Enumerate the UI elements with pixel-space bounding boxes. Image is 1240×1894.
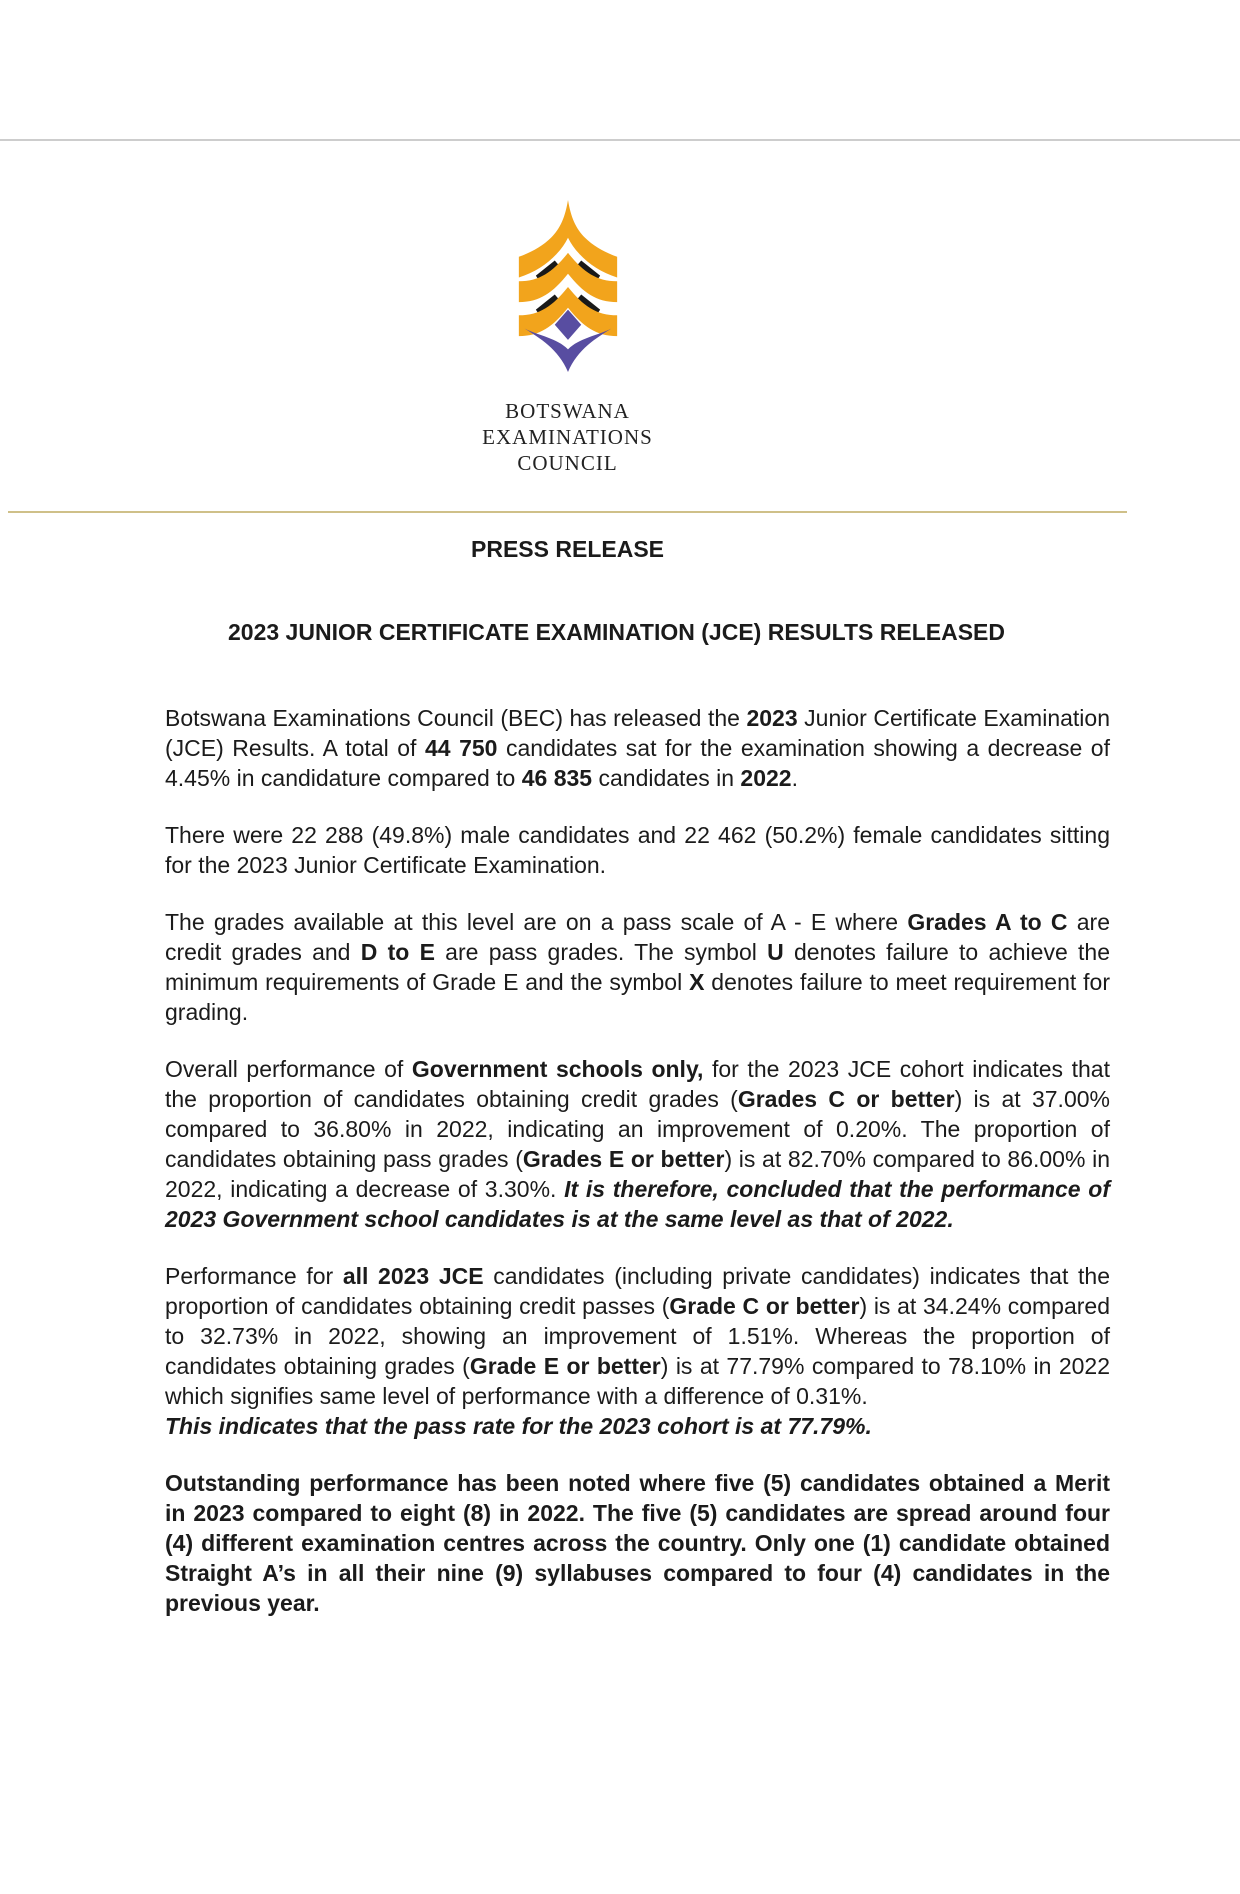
text-run: X [689,969,705,995]
text-run: 2022 [740,765,792,791]
text-run: candidates sat for the examination showing a decrease of 4.45% in candidature compared to [165,735,1110,791]
text-run: candidates (including private candidates) indicates that the proportion of candidates obtaining credit passes ( [165,1263,1111,1319]
masthead [8,141,1127,476]
text-run: U [767,939,784,965]
text-run: Botswana Examinations Council (BEC) has released the [165,705,747,731]
paragraph [165,703,1110,793]
text-run: denotes failure to achieve the minimum requirements of Grade E and the symbol [165,939,1110,995]
text-run: for the 2023 JCE cohort indicates that the proportion of candidates obtaining credit grades ( [165,1056,1110,1112]
text-run: are credit grades and [165,909,1110,965]
text-run: 46 835 [521,765,593,791]
paragraph [165,907,1110,1027]
text-run: Grades C or better [737,1086,955,1112]
text-run: are pass grades. The symbol [434,939,768,965]
paragraph [165,1468,1110,1618]
paragraph [165,1261,1110,1441]
text-run: It is therefore, concluded that the performance of 2023 Government school candidates is at the same level as that of 2022. [165,1176,1110,1232]
text-run: denotes failure to meet requirement for grading. [165,969,1110,1025]
text-run: all 2023 JCE [342,1263,484,1289]
text-run: There were 22 288 (49.8%) male candidates and 22 462 (50.2%) female candidates sitting for the 2023 Junior Certificate Examination. [165,822,1110,878]
text-run: 44 750 [424,735,498,761]
text-run: Overall performance of [165,1056,412,1082]
text-run: Performance for [165,1263,343,1289]
text-run: Grade E or better [469,1353,661,1379]
text-run: candidates in [592,765,741,791]
text-run: D to E [360,939,435,965]
org-name-line3: COUNCIL [517,451,618,475]
headline: 2023 JUNIOR CERTIFICATE EXAMINATION (JCE) RESULTS RELEASED [228,619,1005,645]
org-name-line2: EXAMINATIONS [482,425,653,449]
text-run: ) is at 34.24% compared to 32.73% in 2022, showing an improvement of 1.51%. Whereas the proportion of candidates obtaining grades ( [165,1293,1110,1379]
text-run: This indicates that the pass rate for the 2023 cohort is at 77.79%. [165,1413,872,1439]
bec-logo-icon [510,200,626,377]
text-run: Grades A to C [907,909,1068,935]
text-run: The grades available at this level are on a pass scale of A - E where [165,909,908,935]
document-body [165,703,1110,1618]
text-run: 2023 [746,705,798,731]
divider-rule [8,511,1127,513]
text-run: ) is at 82.70% compared to 86.00% in 2022, indicating a decrease of 3.30%. [165,1146,1110,1202]
paragraph [165,820,1110,880]
text-run: Junior Certificate Examination (JCE) Results. A total of [165,705,1110,761]
text-run: Government schools only, [411,1056,704,1082]
text-run: Grade C or better [669,1293,860,1319]
paragraph [165,1054,1110,1234]
text-run: Grades E or better [522,1146,725,1172]
text-run: ) is at 77.79% compared to 78.10% in 2022 which signifies same level of performance with a difference of 0.31%. [165,1353,1110,1409]
text-run: . [791,765,798,791]
org-name [8,398,1127,476]
org-name-line1: BOTSWANA [505,399,630,423]
text-run: Outstanding performance has been noted where five (5) candidates obtained a Merit in 2023 compared to eight (8) in 2022. The five (5) candidates are spread around four (4) different examination centres across the country. Only one (1) candidate obtained Straight A’s in all their nine (9) syllabuses compared to four (4) candidates in the previous year. [165,1470,1110,1616]
text-run: ) is at 37.00% compared to 36.80% in 2022, indicating an improvement of 0.20%. The proportion of candidates obtaining pass grades ( [165,1086,1110,1172]
press-release-label: PRESS RELEASE [471,536,664,562]
